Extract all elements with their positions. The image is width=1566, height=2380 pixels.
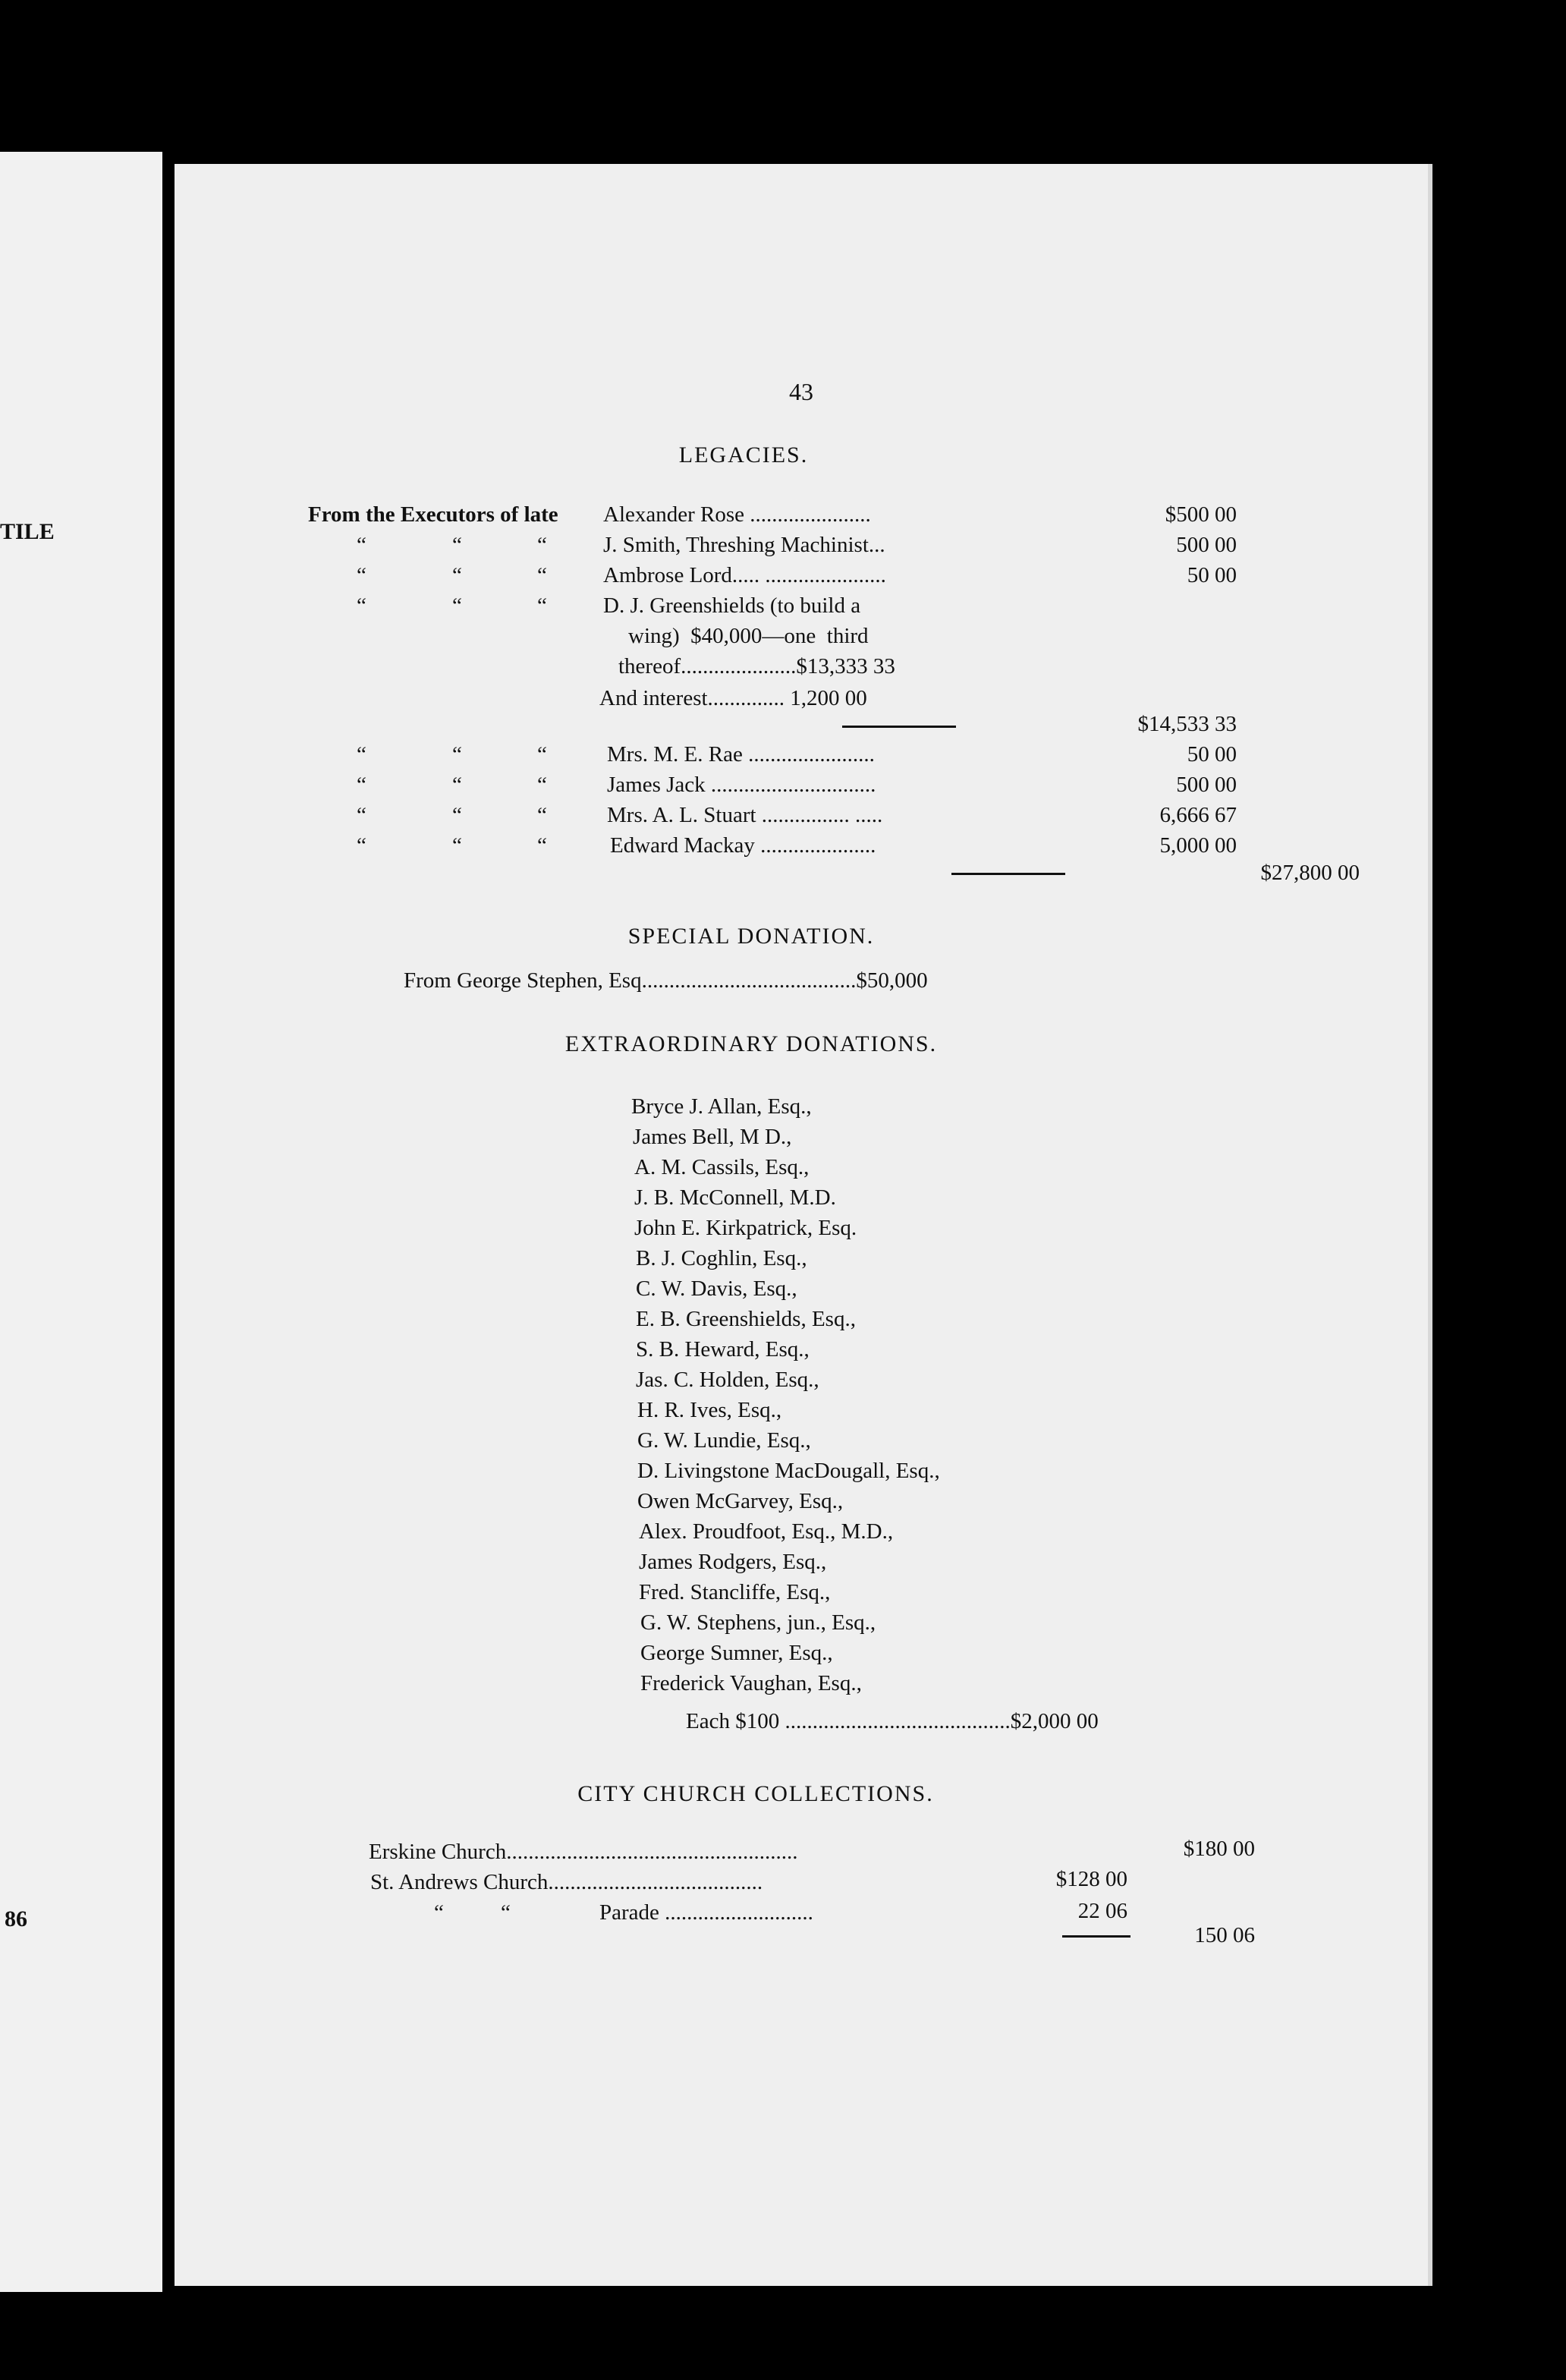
greenshields-line: D. J. Greenshields (to build a bbox=[603, 593, 861, 618]
ditto-mark: “ bbox=[357, 803, 366, 827]
legacy-label: Alexander Rose ...................... bbox=[603, 502, 871, 527]
donor-name: Fred. Stancliffe, Esq., bbox=[639, 1580, 831, 1604]
ditto-mark: “ bbox=[537, 593, 547, 618]
erskine-church: Erskine Church..................................................... bbox=[369, 1840, 798, 1864]
legacy-amount: 5,000 00 bbox=[1159, 833, 1237, 858]
erskine-amount: $180 00 bbox=[1183, 1837, 1255, 1861]
executors-lead: From the Executors of late bbox=[308, 502, 558, 527]
city-heading: CITY CHURCH COLLECTIONS. bbox=[577, 1781, 934, 1806]
legacies-total: $27,800 00 bbox=[1260, 861, 1360, 885]
ditto-mark: “ bbox=[537, 773, 547, 797]
donor-name: G. W. Stephens, jun., Esq., bbox=[640, 1610, 876, 1635]
st-andrews-amount: $128 00 bbox=[1055, 1867, 1127, 1891]
ditto-mark: “ bbox=[357, 533, 366, 557]
donor-name: James Rodgers, Esq., bbox=[639, 1550, 827, 1574]
legacy-label: Mrs. A. L. Stuart ................ ..... bbox=[607, 803, 883, 827]
ditto-mark: “ bbox=[537, 833, 547, 858]
donor-name: Jas. C. Holden, Esq., bbox=[636, 1368, 819, 1392]
donor-name: John E. Kirkpatrick, Esq. bbox=[634, 1216, 857, 1240]
donor-name: J. B. McConnell, M.D. bbox=[634, 1185, 836, 1210]
document-page bbox=[175, 164, 1432, 2286]
legacies-heading: LEGACIES. bbox=[678, 442, 809, 468]
total-rule bbox=[951, 873, 1065, 875]
ditto-mark: “ bbox=[537, 742, 547, 767]
donor-name: C. W. Davis, Esq., bbox=[636, 1277, 797, 1301]
st-andrews-church: St. Andrews Church....................................... bbox=[370, 1870, 763, 1894]
legacy-amount: 50 00 bbox=[1187, 742, 1237, 767]
ditto-mark: “ bbox=[452, 593, 462, 618]
legacy-label: Ambrose Lord..... ...................... bbox=[603, 563, 886, 587]
donor-name: B. J. Coghlin, Esq., bbox=[636, 1246, 807, 1270]
donor-name: Alex. Proudfoot, Esq., M.D., bbox=[639, 1519, 894, 1544]
legacy-amount: 500 00 bbox=[1176, 773, 1237, 797]
donor-name: Frederick Vaughan, Esq., bbox=[640, 1671, 862, 1695]
ditto-mark: “ bbox=[357, 833, 366, 858]
greenshields-subtotal: $14,533 33 bbox=[1137, 712, 1237, 736]
special-donation-line: From George Stephen, Esq.......................................$50,000 bbox=[404, 968, 928, 993]
ditto-mark: “ bbox=[452, 533, 462, 557]
donor-name: A. M. Cassils, Esq., bbox=[634, 1155, 810, 1179]
legacy-amount: 50 00 bbox=[1187, 563, 1237, 587]
each-line: Each $100 .........................................$2,000 00 bbox=[686, 1709, 1099, 1733]
donor-name: S. B. Heward, Esq., bbox=[636, 1337, 810, 1362]
parade-label: Parade ........................... bbox=[599, 1900, 813, 1925]
donor-name: D. Livingstone MacDougall, Esq., bbox=[637, 1459, 940, 1483]
legacy-label: James Jack .............................. bbox=[607, 773, 876, 797]
ditto-mark: “ bbox=[537, 533, 547, 557]
ditto-mark: “ bbox=[357, 593, 366, 618]
ditto-mark: “ bbox=[357, 742, 366, 767]
ditto-mark: “ bbox=[452, 563, 462, 587]
subtotal-rule bbox=[842, 726, 956, 728]
ditto-mark: “ bbox=[501, 1900, 511, 1925]
ditto-mark: “ bbox=[537, 563, 547, 587]
ditto-mark: “ bbox=[357, 563, 366, 587]
special-heading: SPECIAL DONATION. bbox=[627, 924, 875, 949]
legacy-label: Edward Mackay ..................... bbox=[610, 833, 876, 858]
ditto-mark: “ bbox=[537, 803, 547, 827]
left-page bbox=[0, 152, 162, 2292]
ditto-mark: “ bbox=[434, 1900, 444, 1925]
parade-amount: 22 06 bbox=[1077, 1899, 1127, 1923]
donor-name: G. W. Lundie, Esq., bbox=[637, 1428, 811, 1453]
ditto-mark: “ bbox=[452, 742, 462, 767]
donor-name: George Sumner, Esq., bbox=[640, 1641, 833, 1665]
ditto-mark: “ bbox=[452, 803, 462, 827]
st-andrews-total: 150 06 bbox=[1194, 1923, 1255, 1947]
left-page-fragment: 86 bbox=[5, 1906, 27, 1931]
donor-name: James Bell, M D., bbox=[633, 1125, 792, 1149]
ditto-mark: “ bbox=[452, 773, 462, 797]
ditto-mark: “ bbox=[357, 773, 366, 797]
legacy-amount: 500 00 bbox=[1176, 533, 1237, 557]
extraordinary-heading: EXTRAORDINARY DONATIONS. bbox=[564, 1031, 938, 1056]
legacy-label: Mrs. M. E. Rae ....................... bbox=[607, 742, 875, 767]
greenshields-line: And interest.............. 1,200 00 bbox=[599, 686, 867, 710]
donor-name: E. B. Greenshields, Esq., bbox=[636, 1307, 856, 1331]
donor-name: Bryce J. Allan, Esq., bbox=[631, 1094, 812, 1119]
legacy-amount: 6,666 67 bbox=[1159, 803, 1237, 827]
legacy-label: J. Smith, Threshing Machinist... bbox=[603, 533, 885, 557]
donor-name: Owen McGarvey, Esq., bbox=[637, 1489, 844, 1513]
ditto-mark: “ bbox=[452, 833, 462, 858]
donor-name: H. R. Ives, Esq., bbox=[637, 1398, 782, 1422]
greenshields-line: thereof.....................$13,333 33 bbox=[618, 654, 895, 678]
greenshields-line: wing) $40,000—one third bbox=[628, 624, 869, 648]
page-number: 43 bbox=[789, 378, 813, 405]
legacy-amount: $500 00 bbox=[1165, 502, 1237, 527]
left-page-fragment: TILE bbox=[0, 519, 55, 544]
